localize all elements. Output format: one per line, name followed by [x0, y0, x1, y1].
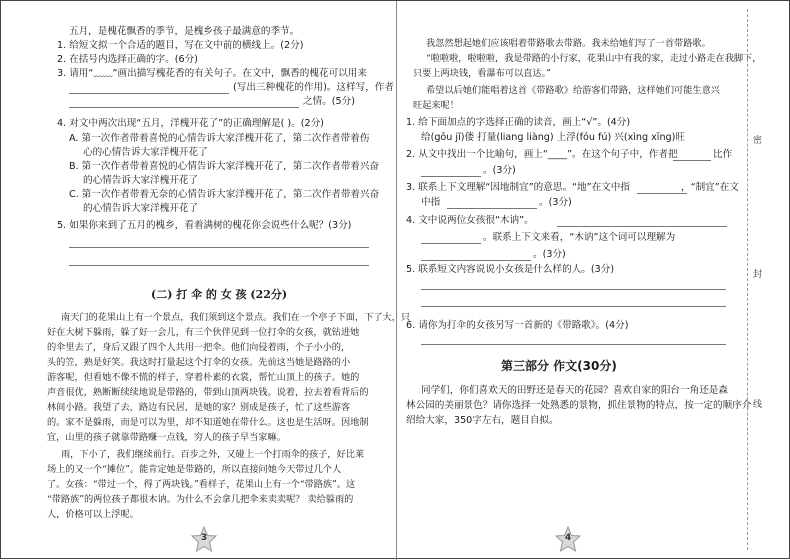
option-c-cont: 的心情告诉大家洋槐开花了 [83, 203, 199, 214]
passage-line: 场上的又一个“摊位”。能肯定她是带路的，所以直接问她今天带过几个人 [47, 464, 342, 475]
answer-line[interactable] [673, 160, 711, 161]
question-4: 4. 对文中两次出现“五月，洋槐开花了”的正确理解是( )。(2分) [57, 118, 324, 129]
right-question-3-cont2: 中指 [421, 197, 441, 208]
right-question-3: 3. 联系上下文理解“因地制宜”的意思。“地”在文中指 [406, 182, 630, 193]
passage-line: 的伞里去了，身后又跟了四个人共用一把伞。他们向侵着雨，个子小小的， [47, 342, 351, 353]
right-question-1: 1. 给下面加点的字选择正确的读音，画上“√”。(4分) [406, 117, 631, 128]
intro-line: 五月，是槐花飘香的季节，是槐乡孩子最满意的季节。 [69, 26, 300, 37]
margin-label: 密 [753, 136, 763, 146]
right-question-2: 2. 从文中找出一个比喻句，画上“____”。在这个句子中，作者把 [406, 149, 678, 160]
question-3-end: 之情。(5分) [303, 96, 355, 107]
passage-line: 声音很优，熟断断续续地说是带路的，带到山顶两块钱。说着，拉去着看背后的 [47, 387, 369, 398]
option-b: B. 第一次作者带着喜悦的心情告诉大家洋槐开花了，第二次作者带着兴奋 [69, 161, 380, 172]
right-question-3-end: 。(3分) [539, 197, 572, 208]
option-b-cont: 的心情告诉大家洋槐开花了 [83, 175, 199, 186]
answer-line[interactable] [69, 93, 229, 94]
passage-line: 只要上两块钱，看瀑布可以直达。” [413, 68, 551, 79]
passage-line: 了。女孩：“带过一个，得了两块钱。”看样子，花果山上有一个“带路族”。这 [47, 479, 356, 490]
page-number: 4 [564, 533, 572, 543]
passage-line: 头的笠，熟是好笑。我这时打量起这个打伞的女孩。先前这当她是路路的小 [47, 357, 351, 368]
right-question-3-cont: ，“制宜”在文 [681, 182, 739, 193]
passage-line: 宜，山里的孩子就靠带路赚一点钱，穷人的孩子早当家嘛。 [47, 432, 286, 443]
passage-line: 希望以后她们能唱着这首《带路歌》给游客们带路，这样她们可能生意兴 [426, 85, 720, 96]
option-a-cont: 心的心情告诉大家洋槐开花了 [83, 147, 208, 158]
margin-label: 封 [753, 270, 763, 280]
answer-line[interactable] [69, 107, 299, 108]
right-question-4-cont: 。联系上下文来看，“木讷”这个词可以理解为 [483, 232, 676, 243]
page-number-star [555, 526, 581, 552]
passage-line: “带路族”的两位孩子都很木讷。为什么不会拿几把伞来卖卖呢？ 卖给躲雨的 [47, 494, 354, 505]
essay-prompt-line: 绍给大家，350字左右，题目自拟。 [406, 415, 559, 426]
part-3-title: 第三部分 作文(30分) [501, 359, 617, 373]
essay-prompt-line: 林公园的美丽景色？请你选择一处熟悉的景物，抓住景物的特点，按一定的顺序介 [406, 400, 752, 411]
answer-line[interactable] [69, 265, 369, 266]
passage-line: “啦啦啦，啦啦啦，我是带路的小行家，花果山中有我的家，走过小路走在我脚下， [426, 53, 762, 64]
answer-line[interactable] [557, 226, 727, 227]
option-a: A. 第一次作者带着喜悦的心情告诉大家洋槐开花了，第二次作者带着伤 [69, 133, 370, 144]
page-number-star [191, 526, 217, 552]
right-question-2-end: 。(3分) [483, 165, 516, 176]
answer-line[interactable] [637, 193, 687, 194]
answer-line[interactable] [421, 176, 481, 177]
seal-line [747, 9, 748, 550]
passage-line: 人，价格可以上浮呢。 [47, 509, 139, 520]
answer-line[interactable] [69, 247, 369, 248]
passage-line: 南天门的花果山上有一个景点，我们须到这个景点。我们在一个亭子下面，下了大，只 [61, 312, 411, 323]
question-5: 5. 如果你来到了五月的槐乡，看着满树的槐花你会说些什么呢？(3分) [57, 220, 352, 231]
margin-label: 线 [753, 400, 763, 410]
section-title: (二) 打 伞 的 女 孩 (22分) [151, 288, 288, 301]
passage-line: 游客呢，但看她不像不慌的样子，穿着朴素的衣裳，帮忙山顶上的孩子。她的 [47, 372, 360, 383]
question-2: 2. 在括号内选择正确的字。(6分) [57, 54, 198, 65]
question-3: 3. 请用“﹏﹏”画出描写槐花香的有关句子。在文中，飘香的槐花可以用来 [57, 68, 367, 79]
question-3-cont: (写出三种槐花的作用)。这样写，作者 [233, 82, 394, 93]
question-1: 1. 给短文拟一个合适的题目，写在文中前的横线上。(2分) [57, 40, 304, 51]
passage-line: 林间小路。我望了去，路边有民居，是她的家？别成是孩子，忙了这些游客 [47, 402, 351, 413]
answer-line[interactable] [421, 260, 531, 261]
page-divider [396, 1, 397, 560]
passage-line: 雨，下小了，我们继续前行。百步之外，又碰上一个打雨伞的孩子，好比莱 [61, 449, 365, 460]
answer-line[interactable] [421, 243, 481, 244]
essay-prompt-line: 同学们，你们喜欢天的田野还是春天的花园？喜欢自家的阳台一角还是森 [421, 385, 728, 396]
answer-line[interactable] [447, 208, 537, 209]
page-number: 3 [200, 533, 208, 543]
right-question-6: 6. 请你为打伞的女孩另写一首新的《带路歌》。(4分) [406, 320, 629, 331]
right-question-1-options: 给(gōu jǐ)偻 打量(liang liàng) 上浮(fóu fú) 兴(xìng xīng)旺 [421, 132, 685, 143]
answer-line[interactable] [421, 306, 726, 307]
option-c: C. 第一次作者带着无奈的心情告诉大家洋槐开花了，第二次作者带着兴奋 [69, 189, 380, 200]
right-question-4: 4. 文中说两位女孩很“木讷”。 [406, 215, 534, 226]
right-question-5: 5. 联系短文内容说说小女孩是什么样的人。(3分) [406, 264, 615, 275]
answer-line[interactable] [421, 289, 726, 290]
passage-line: 的。家不是躲雨，而是可以为里，却不知道她在带什么。这也是生活呀。因地制 [47, 417, 369, 428]
answer-line[interactable] [421, 344, 726, 345]
right-question-2-cont: 比作 [713, 149, 733, 160]
passage-line: 我忽然想起她们应该唱着带路歌去带路。我未给她们写了一首带路歌。 [426, 38, 711, 49]
right-question-4-end: 。(3分) [533, 249, 566, 260]
passage-line: 好在大树下躲雨，躲了好一会儿，有三个伙伴见到一位打伞的女孩，就钻进她 [47, 327, 360, 338]
passage-line: 旺起来呢！ [413, 100, 459, 111]
